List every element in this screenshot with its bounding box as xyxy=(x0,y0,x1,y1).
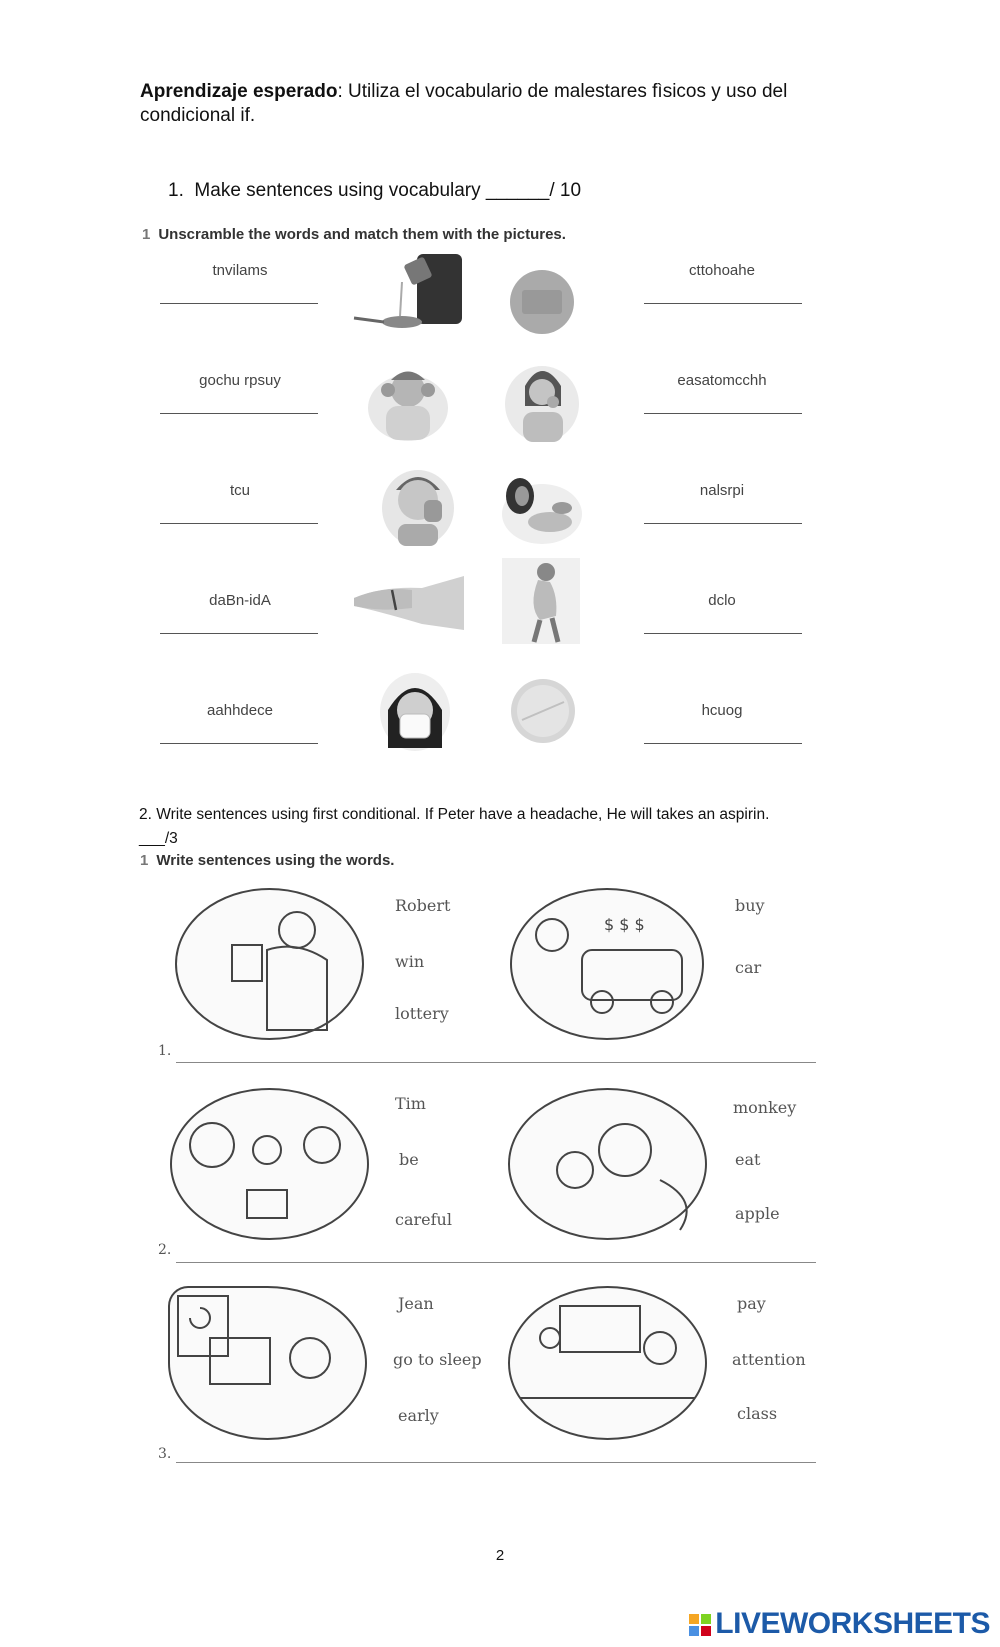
scrambled-word: nalsrpi xyxy=(699,482,745,499)
scene-robert-lottery xyxy=(175,888,364,1040)
line-number: 2. xyxy=(158,1242,172,1258)
word-clue: be xyxy=(399,1150,419,1169)
word-clue: class xyxy=(737,1404,778,1423)
girl-sick-bending-picture xyxy=(500,556,582,646)
word-clue: eat xyxy=(735,1150,761,1169)
learning-objective xyxy=(140,80,840,128)
answer-line[interactable] xyxy=(644,523,802,524)
word-clue: buy xyxy=(735,896,765,915)
scrambled-word: tcu xyxy=(229,482,250,499)
word-clue: lottery xyxy=(395,1004,449,1023)
question-1-number: 1. xyxy=(168,180,184,201)
exercise-2-heading xyxy=(140,852,394,870)
answer-line[interactable] xyxy=(644,413,802,414)
sentence-answer-line[interactable] xyxy=(176,1462,816,1463)
scene-jean-sleep xyxy=(168,1286,367,1440)
dollar-sign: $ $ $ xyxy=(604,915,645,934)
answer-line[interactable] xyxy=(644,303,802,304)
answer-line[interactable] xyxy=(644,743,802,744)
answer-line[interactable] xyxy=(160,743,318,744)
boy-toothache-picture xyxy=(380,460,456,548)
liveworksheets-icon xyxy=(689,1614,711,1636)
objective-text: : Utiliza el vocabulario de malestares fìsicos y uso del condicional if. xyxy=(140,81,788,126)
scrambled-word: daBn-idA xyxy=(209,592,271,609)
scene-monkey-apple xyxy=(508,1088,707,1240)
exercise-1-heading xyxy=(142,226,566,244)
line-number: 3. xyxy=(158,1446,172,1462)
boy-headache-picture xyxy=(366,358,450,442)
question-2 xyxy=(139,803,769,851)
sentence-answer-line[interactable] xyxy=(176,1262,816,1263)
scene-buy-car xyxy=(510,888,704,1040)
answer-line[interactable] xyxy=(160,523,318,524)
scrambled-word: cttohoahe xyxy=(689,262,755,279)
word-clue: pay xyxy=(737,1294,766,1313)
word-clue: car xyxy=(735,958,762,977)
word-clue: go to sleep xyxy=(393,1350,482,1369)
exercise-2-number: 1 xyxy=(140,852,149,869)
scrambled-word: easatomcchh xyxy=(677,372,767,389)
line-number: 1. xyxy=(158,1043,172,1059)
word-clue: monkey xyxy=(733,1098,797,1117)
scrambled-word: dclo xyxy=(708,592,736,609)
answer-line[interactable] xyxy=(160,413,318,414)
exercise-1-number: 1 xyxy=(142,226,151,243)
girl-with-tissue-picture xyxy=(378,670,452,752)
vitamins-picture xyxy=(498,466,586,546)
objective-label: Aprendizaje esperado xyxy=(140,81,338,102)
question-2-score: ___/3 xyxy=(139,830,178,847)
brand-name: LIVEWORKSHEETS xyxy=(715,1607,990,1640)
scrambled-word: aahhdece xyxy=(207,702,273,719)
cut-finger-picture xyxy=(352,568,468,632)
word-clue: early xyxy=(398,1406,439,1425)
question-1-text: Make sentences using vocabulary ______/ 10 xyxy=(194,180,582,201)
pill-picture xyxy=(508,676,578,746)
scrambled-word: tnvilams xyxy=(212,262,268,279)
liveworksheets-logo[interactable] xyxy=(689,1607,990,1641)
girl-stomachache-picture xyxy=(503,356,581,444)
question-2-text: 2. Write sentences using first conditional. If Peter have a headache, He will takes an aspirin. xyxy=(139,806,770,823)
word-clue: win xyxy=(395,952,425,971)
answer-line[interactable] xyxy=(644,633,802,634)
exercise-1-title: Unscramble the words and match them with the pictures. xyxy=(158,226,566,243)
word-clue: apple xyxy=(735,1204,780,1223)
word-clue: Tim xyxy=(395,1094,426,1113)
scene-tim-careful xyxy=(170,1088,369,1240)
scrambled-word: gochu rpsuy xyxy=(199,372,281,389)
exercise-2-title: Write sentences using the words. xyxy=(156,852,395,869)
word-clue: Robert xyxy=(395,896,451,915)
word-clue: attention xyxy=(732,1350,806,1369)
scrambled-word: hcuog xyxy=(701,702,743,719)
question-1 xyxy=(168,180,581,202)
scene-pay-attention xyxy=(508,1286,707,1440)
word-clue: careful xyxy=(395,1210,452,1229)
page-number: 2 xyxy=(495,1547,505,1564)
medicine-spoon-picture xyxy=(352,252,467,336)
adhesive-bandage-picture xyxy=(508,268,576,336)
sentence-answer-line[interactable] xyxy=(176,1062,816,1063)
word-clue: Jean xyxy=(398,1294,434,1313)
answer-line[interactable] xyxy=(160,303,318,304)
answer-line[interactable] xyxy=(160,633,318,634)
